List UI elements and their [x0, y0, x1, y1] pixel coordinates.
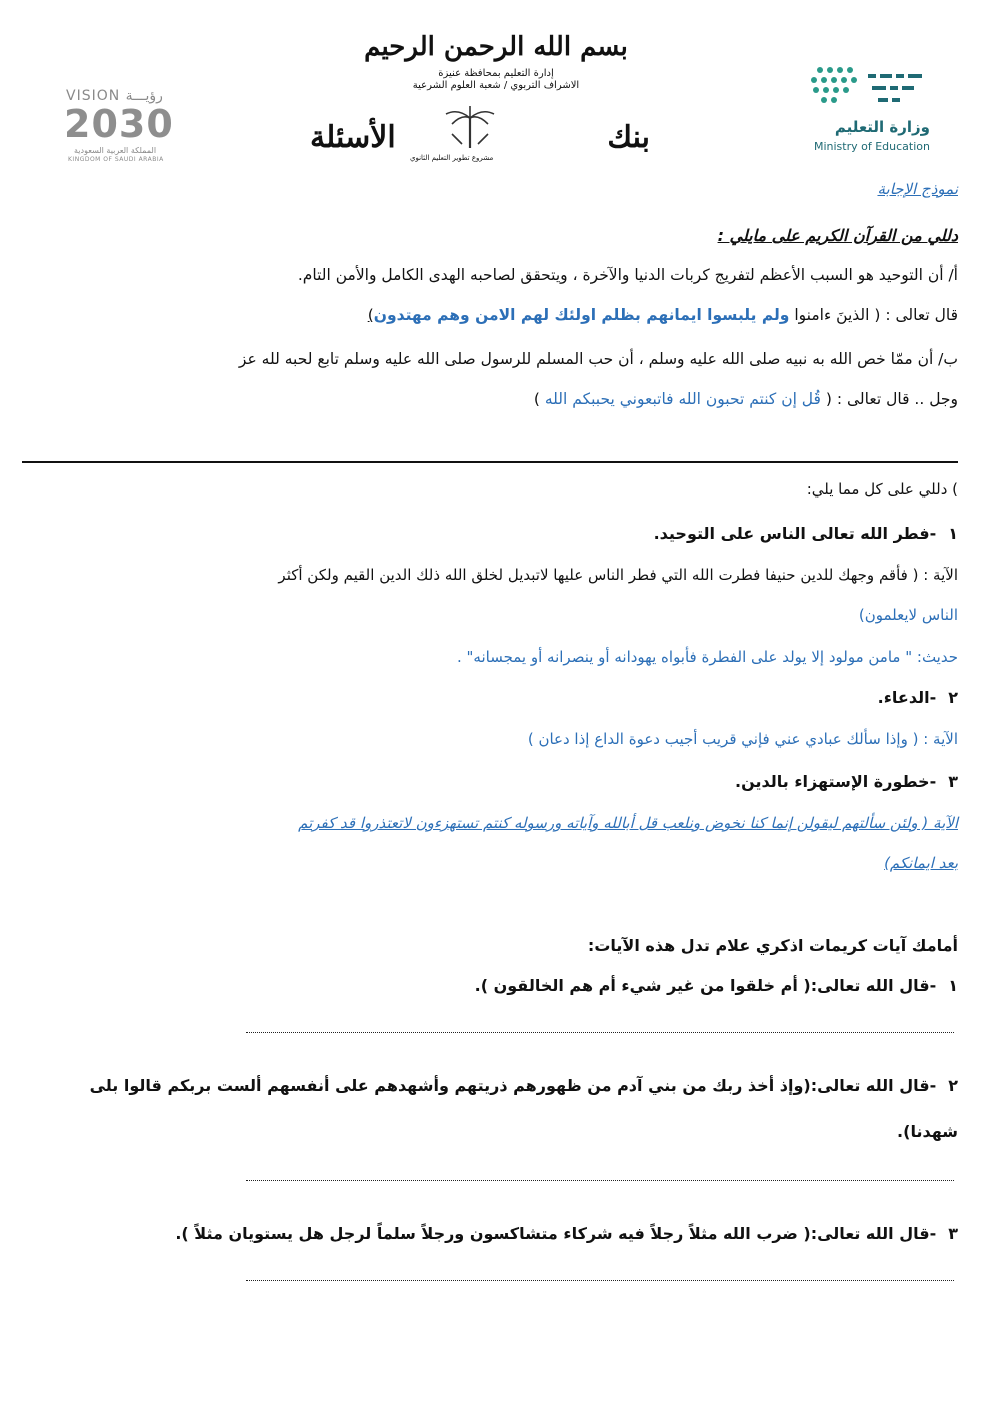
vision-2030-logo [64, 88, 224, 163]
model-instruction: دللي من القرآن الكريم على مايلي : [717, 226, 958, 245]
basmala: بسم الله الرحمن الرحيم [364, 32, 628, 62]
admin-lines [413, 68, 579, 92]
vision-year: 2030 [64, 102, 174, 146]
s3-item3 [36, 1224, 958, 1243]
s2-item3-num: ٣ [948, 772, 958, 791]
s2-item1-ayah1 [36, 566, 958, 584]
section3-instruction: أمامك آيات كريمات اذكري علام تدل هذه الآيات: [587, 936, 958, 955]
s2-item3-text: -خطورة الإستهزاء بالدين. [735, 772, 937, 791]
model-point-a: أ/ أن التوحيد هو السبب الأعظم لتفريج كربات الدنيا والآخرة ، ويتحقق لصاحبه الهدى الكامل والأمن التام. [297, 266, 958, 284]
bank-word: بنك [607, 120, 650, 155]
answer-line-3[interactable] [246, 1280, 954, 1281]
s2-item2-title [36, 688, 958, 707]
s3-item2-text: -قال الله تعالى:(وإذ أخذ ربك من بني آدم من ظهورهم ذريتهم وأشهدهم على أنفسهم ألست بربكم قالوا بلى [89, 1076, 937, 1095]
s3-item3-text: -قال الله تعالى:( ضرب الله مثلاً رجلاً فيه شركاء متشاكسون ورجلاً سلماً لرجل هل يستويان مثلاً ). [175, 1224, 937, 1243]
section2-instruction: ) دللي على كل مما يلي: [806, 480, 958, 498]
header [40, 28, 952, 163]
s2-item3-ayah2: بعد ايمانكم) [884, 854, 958, 872]
s2-item1-hadith: حديث: " مامن مولود إلا يولد على الفطرة فأبواه يهودانه أو ينصرانه أو يمجسانه" . [456, 648, 958, 666]
s3-item3-num: ٣ [948, 1224, 958, 1243]
b-suffix: ) [533, 390, 545, 408]
vision-label: VISION رؤيـــة [66, 88, 163, 104]
s2-item3-title [36, 772, 958, 791]
s2-item3-ayah1: الآية ( ولئن سألتهم ليقولن إنما كنا نخوض ونلعب قل أبالله وآياته ورسوله كنتم تستهزءون لاتعتذروا قد كفرتم [298, 814, 958, 832]
ministry-name-en: Ministry of Education [813, 140, 930, 153]
s3-item2 [36, 1076, 958, 1095]
questions-word: الأسئلة [310, 120, 396, 155]
admin-line-2: الاشراف التربوي / شعبة العلوم الشرعية [412, 80, 580, 91]
model-point-b-line1: ب/ أن ممّا خص الله به نبيه صلى الله عليه وسلم ، أن حب المسلم للرسول صلى الله عليه وسلم تابع لحبه لله عز [238, 350, 958, 368]
verse-prefix: قال تعالى : ( الذينَ ءامنوا [789, 306, 958, 324]
admin-line-1: إدارة التعليم بمحافظة عنيزة [438, 68, 554, 79]
s2-item1-text: -فطر الله تعالى الناس على التوحيد. [653, 524, 937, 543]
s2-item1-ayah-text: الآية : ( فأقم وجهك للدين حنيفا فطرت الله التي فطر الناس عليها لاتبديل لخلق الله ذلك الدين القيم ولكن أكثر [278, 566, 958, 584]
b-prefix: وجل .. قال تعالى : ( [820, 390, 958, 408]
s2-item2-num: ٢ [948, 688, 958, 707]
s3-item1 [36, 976, 958, 995]
ministry-dots-icon [802, 64, 932, 108]
model-point-a-verse [36, 306, 958, 324]
ministry-logo [772, 64, 932, 159]
s2-item1-title [36, 524, 958, 543]
vision-kingdom-en: KINGDOM OF SAUDI ARABIA [68, 156, 164, 163]
answer-line-2[interactable] [246, 1180, 954, 1181]
s3-item2-cont: شهدنا). [897, 1122, 958, 1141]
s3-item1-text: -قال الله تعالى:( أم خلقوا من غير شيء أم هم الخالقون ). [474, 976, 937, 995]
palm-tree-icon [440, 104, 500, 150]
section-divider [22, 461, 958, 463]
verse-suffix: ) [367, 306, 374, 324]
s2-item1-ayah2: الناس لايعلمون) [858, 606, 958, 624]
s3-item1-num: ١ [948, 976, 958, 995]
question-bank-logo [290, 116, 650, 166]
b-blue: قُل إن كنتم تحبون الله فاتبعوني يحببكم الله [544, 390, 821, 408]
s2-item1-num: ١ [948, 524, 958, 543]
model-answer-title: نموذج الإجابة [877, 180, 958, 198]
s3-item2-num: ٢ [948, 1076, 958, 1095]
vision-kingdom-ar: المملكة العربية السعودية [74, 146, 157, 155]
model-point-b-line2 [36, 390, 958, 408]
project-caption: مشروع تطوير التعليم الثانوي [410, 154, 494, 162]
ministry-name-ar: وزارة التعليم [834, 118, 930, 136]
s2-item2-text: -الدعاء. [877, 688, 937, 707]
s2-item2-ayah: الآية : ( وإذا سألك عبادي عني فإني قريب أجيب دعوة الداع إذا دعان ) [527, 730, 958, 748]
answer-line-1[interactable] [246, 1032, 954, 1033]
verse-blue: ولم يلبسوا ايمانهم بظلم اولئك لهم الامن وهم مهتدون [373, 306, 790, 324]
